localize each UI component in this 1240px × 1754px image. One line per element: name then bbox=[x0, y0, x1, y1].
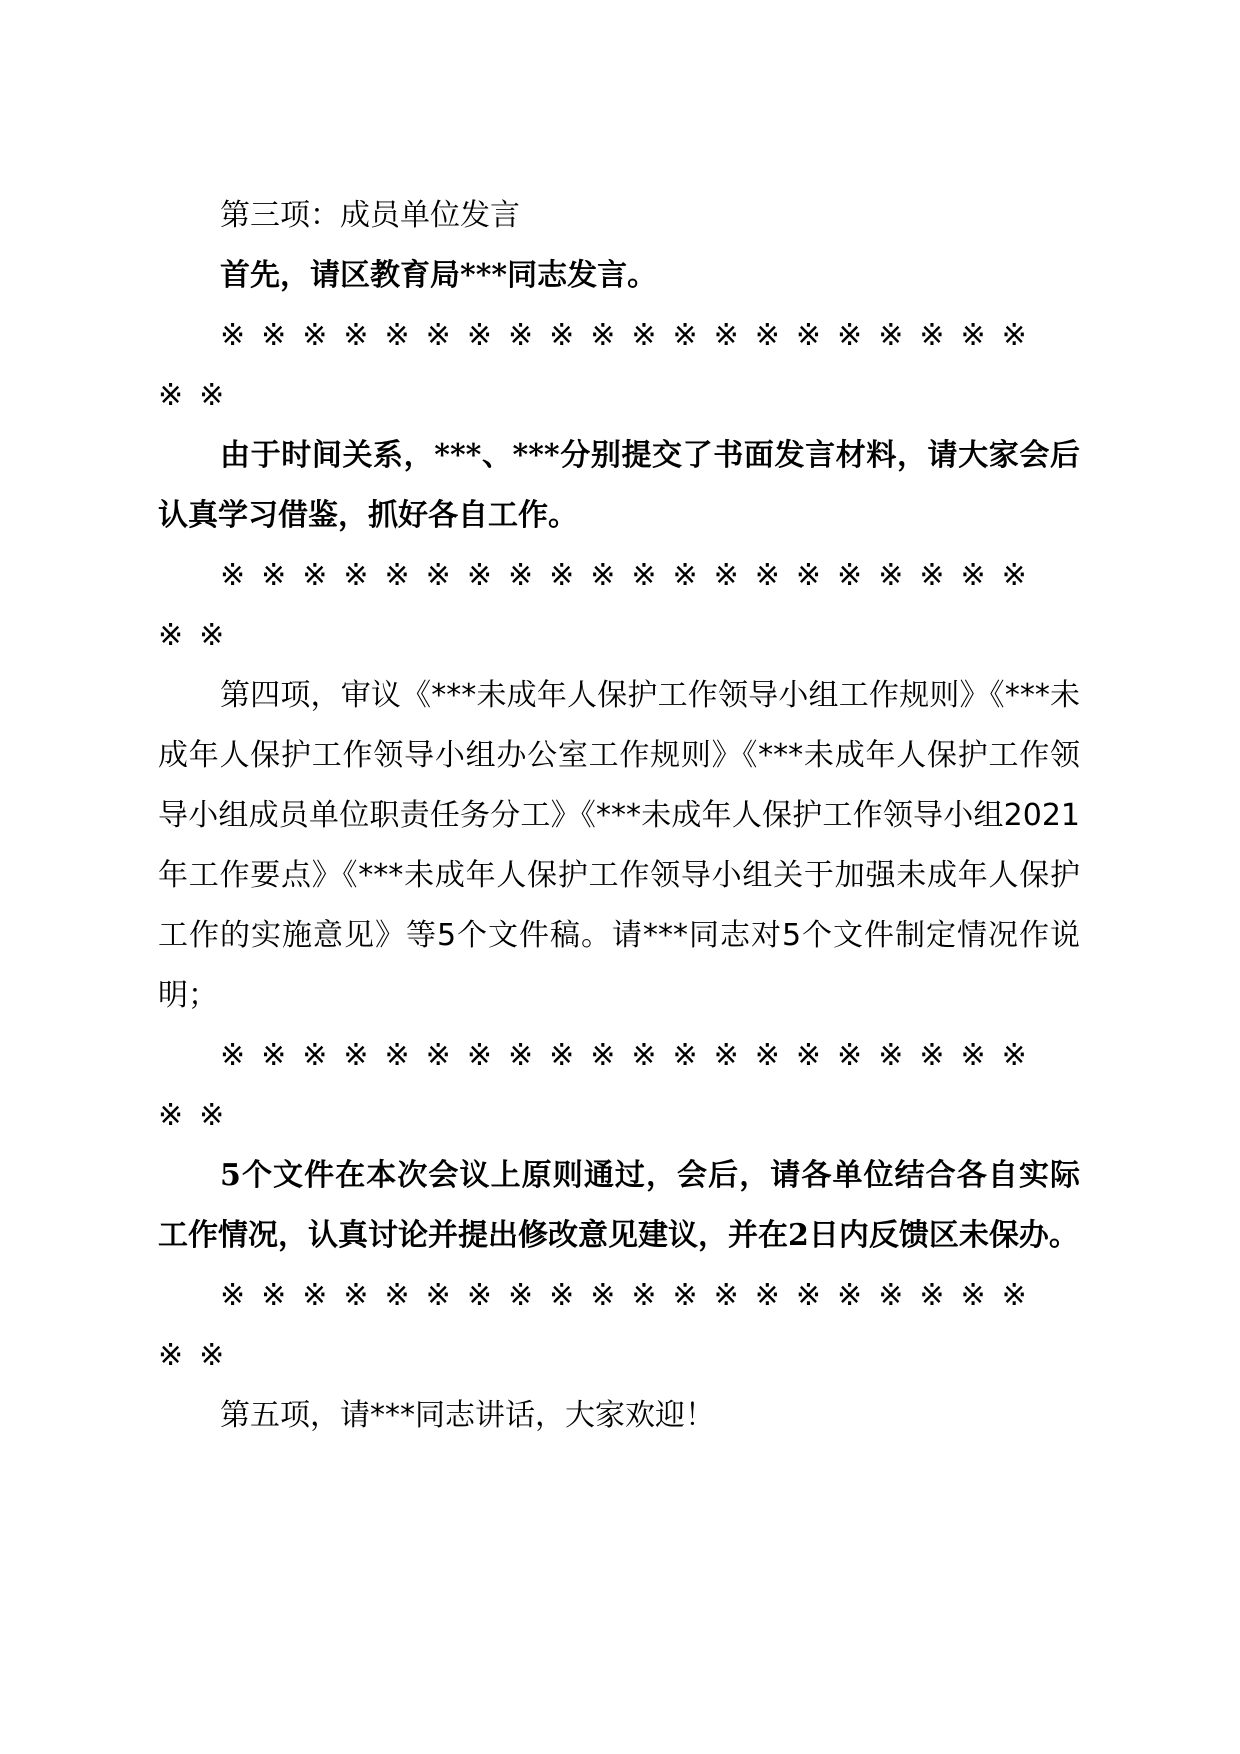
written-materials-note: 由于时间关系，***、***分别提交了书面发言材料，请大家会后认真学习借鉴，抓好各自工作。 bbox=[158, 438, 1080, 533]
placeholder-line-4: ※※※※※※※※※※※※※※※※※※※※※※ bbox=[158, 1278, 1043, 1373]
education-bureau-speech: 首先，请区教育局***同志发言。 bbox=[220, 258, 658, 293]
placeholder-line-1: ※※※※※※※※※※※※※※※※※※※※※※ bbox=[158, 318, 1043, 413]
item-3-title: 第三项：成员单位发言 bbox=[220, 198, 520, 233]
documents-approved-note: 5个文件在本次会议上原则通过，会后，请各单位结合各自实际工作情况，认真讨论并提出修改意见建议，并在2日内反馈区未保办。 bbox=[158, 1158, 1080, 1253]
placeholder-line-2: ※※※※※※※※※※※※※※※※※※※※※※ bbox=[158, 558, 1043, 653]
placeholder-line-3: ※※※※※※※※※※※※※※※※※※※※※※ bbox=[158, 1038, 1043, 1133]
item-4-review: 第四项，审议《***未成年人保护工作领导小组工作规则》《***未成年人保护工作领导小组办公室工作规则》《***未成年人保护工作领导小组成员单位职责任务分工》《***未成年人保护工作领导小组2021年工作要点》《***未成年人保护工作领导小组关于加强未成年人保护工作的实施意见》等5个文件稿。请***同志对5个文件制定情况作说明； bbox=[158, 678, 1080, 1013]
meeting-agenda-body bbox=[158, 186, 1080, 1446]
item-5-speech: 第五项，请***同志讲话，大家欢迎！ bbox=[220, 1398, 715, 1433]
